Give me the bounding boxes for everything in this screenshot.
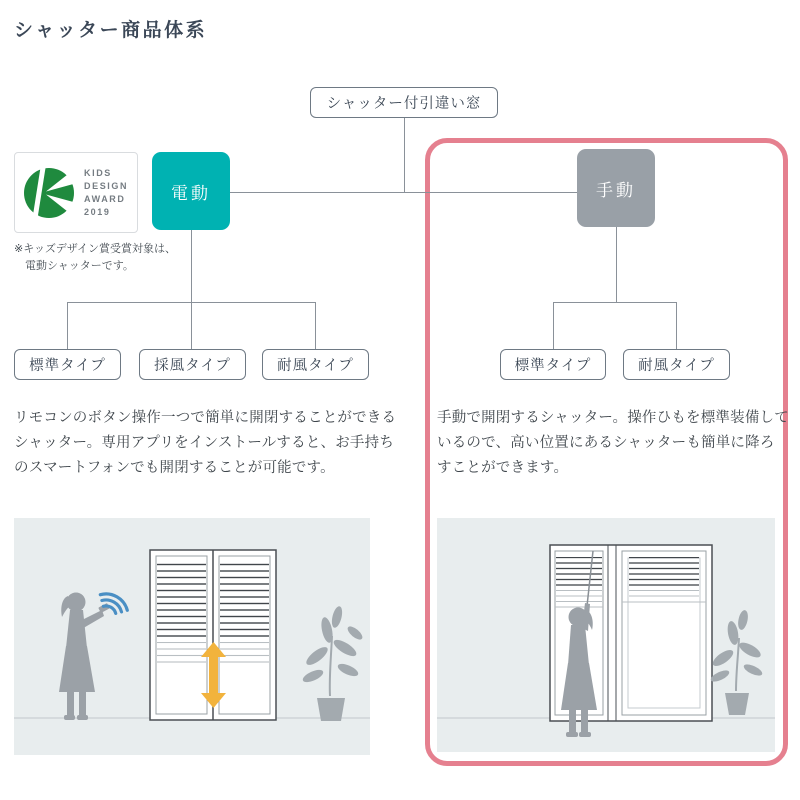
root-node-shutter-window bbox=[310, 87, 498, 118]
award-footnote-line2: 電動シャッターです。 bbox=[25, 260, 134, 272]
connector-manual-drop-2 bbox=[676, 302, 677, 349]
connector-electric-drop-3 bbox=[315, 302, 316, 349]
electric-node-label: 電動 bbox=[171, 183, 211, 203]
award-line-year: 2019 bbox=[84, 206, 111, 217]
award-footnote-line1: ※キッズデザイン賞受賞対象は、 bbox=[14, 243, 177, 255]
kids-design-award-text bbox=[84, 167, 128, 219]
award-footnote bbox=[14, 241, 176, 275]
type-label: 標準タイプ bbox=[29, 358, 106, 374]
connector-electric-vertical bbox=[191, 230, 192, 302]
connector-electric-drop-1 bbox=[67, 302, 68, 349]
electric-description: リモコンのボタン操作一つで簡単に開閉することができるシャッター。専用アプリをインストールすると、お手持ちのスマートフォンでも開閉することが可能です。 bbox=[14, 410, 397, 476]
manual-type-windproof bbox=[623, 349, 730, 380]
connector-root-vertical bbox=[404, 118, 405, 192]
type-label: 標準タイプ bbox=[514, 358, 592, 374]
kids-design-award-badge bbox=[14, 152, 138, 233]
kids-design-award-icon bbox=[21, 165, 77, 221]
connector-manual-drop-1 bbox=[553, 302, 554, 349]
connector-main-horizontal bbox=[230, 192, 578, 193]
type-label: 耐風タイプ bbox=[277, 358, 354, 374]
manual-node-label: 手動 bbox=[596, 180, 636, 200]
manual-illustration bbox=[437, 518, 775, 752]
award-line-design: DESIGN bbox=[84, 180, 129, 191]
type-label: 採風タイプ bbox=[154, 358, 231, 374]
page-title: シャッター商品体系 bbox=[14, 20, 208, 41]
connector-manual-horizontal bbox=[553, 302, 677, 303]
type-label: 耐風タイプ bbox=[638, 358, 715, 374]
connector-manual-vertical bbox=[616, 227, 617, 302]
award-line-award: AWARD bbox=[84, 193, 126, 204]
manual-description: 手動で開閉するシャッター。操作ひもを標準装備しているので、高い位置にあるシャッターも簡単に降ろすことができます。 bbox=[437, 410, 789, 476]
electric-illustration bbox=[14, 518, 370, 755]
electric-node bbox=[152, 152, 230, 230]
root-node-label: シャッター付引違い窓 bbox=[326, 96, 482, 112]
manual-node bbox=[577, 149, 655, 227]
award-line-kids: KIDS bbox=[84, 167, 112, 178]
manual-type-standard bbox=[500, 349, 606, 380]
connector-electric-drop-2 bbox=[191, 302, 192, 349]
electric-type-windproof bbox=[262, 349, 369, 380]
electric-type-standard bbox=[14, 349, 121, 380]
electric-type-ventilation bbox=[139, 349, 246, 380]
